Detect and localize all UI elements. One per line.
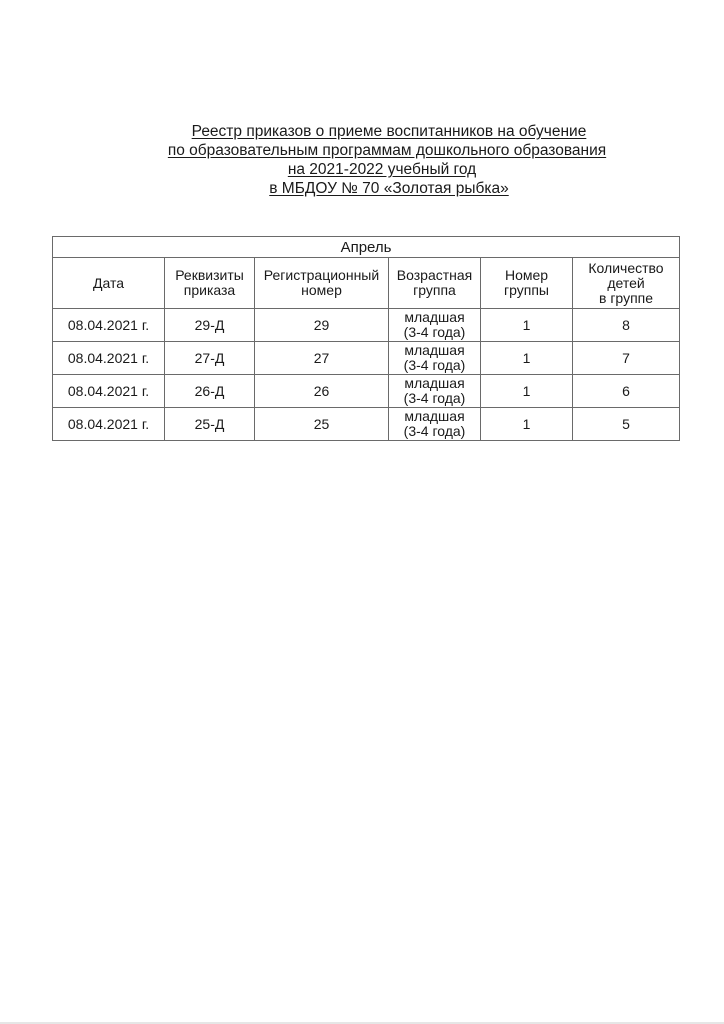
title-line-text: Реестр приказов о приеме воспитанников на обучение bbox=[191, 123, 587, 140]
cell-children-count: 8 bbox=[573, 309, 680, 342]
cell-age-group bbox=[389, 309, 481, 342]
header-text: Номер bbox=[504, 267, 549, 283]
cell-group-number: 1 bbox=[481, 342, 573, 375]
header-text: детей bbox=[607, 274, 645, 291]
cell-reg-number: 25 bbox=[255, 408, 389, 441]
age-group-range: (3-4 года) bbox=[403, 423, 466, 439]
table-row bbox=[53, 342, 680, 375]
cell-order: 27-Д bbox=[165, 342, 255, 375]
table-row bbox=[53, 309, 680, 342]
cell-children-count: 7 bbox=[573, 342, 680, 375]
cell-reg-number: 26 bbox=[255, 375, 389, 408]
header-text: Регистрационный bbox=[263, 267, 380, 283]
title-line bbox=[0, 179, 724, 198]
cell-children-count: 6 bbox=[573, 375, 680, 408]
cell-order: 29-Д bbox=[165, 309, 255, 342]
header-group-number bbox=[481, 258, 573, 309]
table-row bbox=[53, 408, 680, 441]
cell-date: 08.04.2021 г. bbox=[53, 375, 165, 408]
age-group-range: (3-4 года) bbox=[403, 324, 466, 340]
age-group-range: (3-4 года) bbox=[403, 357, 466, 373]
cell-age-group bbox=[389, 408, 481, 441]
header-text: Количество bbox=[588, 259, 664, 276]
month-label: Апрель bbox=[53, 237, 680, 258]
cell-children-count: 5 bbox=[573, 408, 680, 441]
header-row bbox=[53, 258, 680, 309]
title-line bbox=[0, 160, 724, 179]
title-line-text: в МБДОУ № 70 «Золотая рыбка» bbox=[269, 180, 509, 197]
cell-date: 08.04.2021 г. bbox=[53, 309, 165, 342]
cell-group-number: 1 bbox=[481, 408, 573, 441]
age-group-name: младшая bbox=[404, 408, 465, 424]
header-text: номер bbox=[301, 282, 342, 298]
table-row bbox=[53, 375, 680, 408]
cell-order: 26-Д bbox=[165, 375, 255, 408]
cell-reg-number: 27 bbox=[255, 342, 389, 375]
document-title bbox=[0, 122, 724, 198]
header-text: группа bbox=[413, 282, 456, 298]
title-line bbox=[0, 122, 724, 141]
header-text: Возрастная bbox=[396, 267, 473, 283]
orders-registry-table bbox=[52, 236, 680, 441]
cell-reg-number: 29 bbox=[255, 309, 389, 342]
cell-date: 08.04.2021 г. bbox=[53, 408, 165, 441]
cell-group-number: 1 bbox=[481, 375, 573, 408]
header-date-text: Дата bbox=[92, 274, 124, 291]
header-children-count bbox=[573, 258, 680, 309]
header-text: в группе bbox=[599, 289, 654, 306]
cell-age-group bbox=[389, 375, 481, 408]
header-text: группы bbox=[504, 282, 549, 298]
header-date bbox=[53, 258, 165, 309]
age-group-range: (3-4 года) bbox=[403, 390, 466, 406]
age-group-name: младшая bbox=[404, 309, 465, 325]
age-group-name: младшая bbox=[404, 375, 465, 391]
header-age-group bbox=[389, 258, 481, 309]
header-text: приказа bbox=[183, 282, 236, 298]
header-reg-number bbox=[255, 258, 389, 309]
age-group-name: младшая bbox=[404, 342, 465, 358]
title-line-text: по образовательным программам дошкольного образования bbox=[167, 142, 607, 159]
cell-group-number: 1 bbox=[481, 309, 573, 342]
month-row bbox=[53, 237, 680, 258]
title-line-text: на 2021-2022 учебный год bbox=[287, 161, 477, 178]
cell-age-group bbox=[389, 342, 481, 375]
title-line bbox=[0, 141, 724, 160]
header-text: Реквизиты bbox=[175, 267, 244, 283]
cell-date: 08.04.2021 г. bbox=[53, 342, 165, 375]
header-order-details bbox=[165, 258, 255, 309]
cell-order: 25-Д bbox=[165, 408, 255, 441]
